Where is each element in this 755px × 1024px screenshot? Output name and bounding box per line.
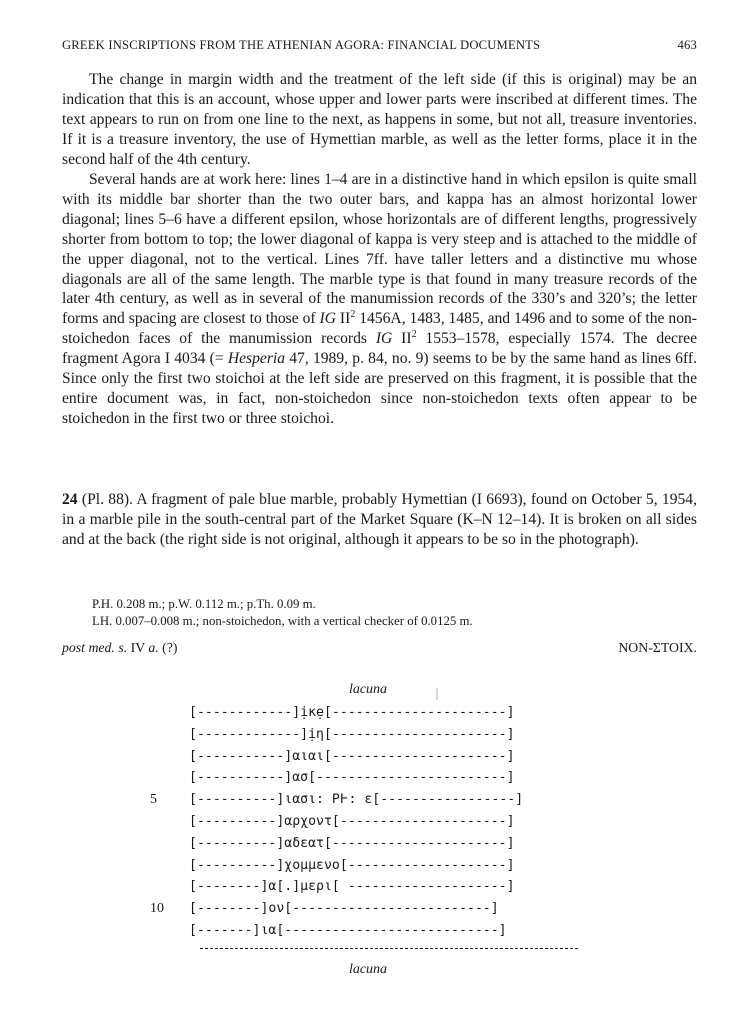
date-left-d: (?): [158, 640, 178, 655]
inscription-line: [-----------]ασ[------------------------]: [189, 770, 515, 786]
paragraph-2: [62, 170, 697, 429]
entry-number: 24: [62, 491, 78, 508]
inscription-line: [-------------]ịη[----------------------]: [189, 726, 515, 742]
entry-paragraph: [62, 490, 697, 550]
inscription-line: [--------]ον[-------------------------]: [189, 901, 499, 917]
inscription-line: [--------]α[.]μερι[ --------------------]: [189, 879, 515, 895]
scan-mark: [436, 688, 438, 700]
lacuna-top: lacuna: [348, 682, 388, 697]
date-left-b: IV: [127, 640, 149, 655]
inscription-line: [----------]αρχοντ[---------------------]: [189, 814, 515, 829]
ig-ref-2: IG: [375, 330, 393, 348]
superscript-1: 2: [350, 309, 356, 321]
inscription-line: [----------]χομμενο[--------------------]: [189, 857, 515, 873]
p2-text-d: II: [392, 330, 412, 348]
running-head: [62, 38, 697, 53]
inscription-line: [-------]ια[---------------------------]: [189, 923, 507, 938]
hesperia-ref: Hesperia: [227, 350, 286, 368]
measurements-line-1: P.H. 0.208 m.; p.W. 0.112 m.; p.Th. 0.09 m.: [92, 597, 316, 611]
inscription-line: [-----------]αιαι[----------------------]: [189, 748, 515, 764]
paragraph-1: The change in margin width and the treatment of the left side (if this is original) may be an indication that this is an account, whose upper and lower parts were inscribed at different times. The text appears to run on from one line to the next, as happens in some, but not all, treasure inventories. If it is a treasure inventory, the use of Hymettian marble, as well as the letter forms, place it in the second half of the 4th century.: [62, 71, 697, 168]
inscription-line: [------------]ịκẹ[----------------------]: [189, 705, 515, 720]
p2-text-e: 1553–1578, especially 1574. The decree fragment Agora I 4034 (=: [62, 330, 697, 368]
line-number: 5: [150, 792, 157, 808]
stoich-label: NON-ΣΤΟΙΧ.: [618, 640, 697, 655]
p2-text-f: 47, 1989, p. 84, no. 9) seems to be by the same hand as lines 6ff. Since only the first two stoichoi at the left side are preserved on this fragment, it is possible that the entire document was, in fact, non-stoichedon since non-stoichedon texts often appear to be stoichedon in the first two or three stoichoi.: [62, 350, 697, 427]
p2-text-c: 1456A, 1483, 1485, and 1496 and to some of the non-stoichedon faces of the manumission records: [62, 310, 697, 348]
date-left-a: post med. s.: [62, 640, 128, 655]
p2-text-b: II: [335, 310, 351, 328]
superscript-2: 2: [411, 329, 417, 341]
lacuna-dash-rule: [200, 948, 578, 949]
p2-text-a: Several hands are at work here: lines 1–4 are in a distinctive hand in which epsilon is quite small with its middle bar shorter than the two outer bars, and kappa has an almost horizontal lower diagonal; lines 5–6 have a different epsilon, whose horizontals are of different lengths, progressively shorter from bottom to top; the lower diagonal of kappa is very steep and is attached to the middle of the upper diagonal, not to the vertical. Lines 7ff. have taller letters and a distinctive mu whose diagonals are all of the same length. The marble type is that found in many treasure records of the later 4th century, as well as in several of the manumission records of the 330’s and 320’s; the letter forms and spacing are closest to those of: [62, 171, 697, 328]
inscription-line: [----------]ιασι: ΡͰ: ε[-----------------]: [189, 792, 524, 808]
measurements-line-2: LH. 0.007–0.008 m.; non-stoichedon, with a vertical checker of 0.0125 m.: [92, 614, 473, 628]
ig-ref-1: IG: [319, 310, 336, 328]
line-number: 10: [150, 901, 164, 917]
inscription-line: [----------]αδεατ[----------------------]: [189, 835, 515, 851]
date-left-c: a.: [148, 640, 159, 655]
date-left: [62, 640, 178, 656]
date-line: [62, 640, 697, 656]
page-number: 463: [677, 38, 697, 52]
entry-description: (Pl. 88). A fragment of pale blue marble, probably Hymettian (I 6693), found on October 5, 1954, in a marble pile in the south-central part of the Market Square (K–N 12–14). It is broken on all sides and at the back (the right side is not original, although it appears to be so in the photograph).: [62, 491, 697, 548]
lacuna-bottom: lacuna: [348, 962, 388, 977]
running-title: GREEK INSCRIPTIONS FROM THE ATHENIAN AGORA: FINANCIAL DOCUMENTS: [62, 38, 541, 52]
